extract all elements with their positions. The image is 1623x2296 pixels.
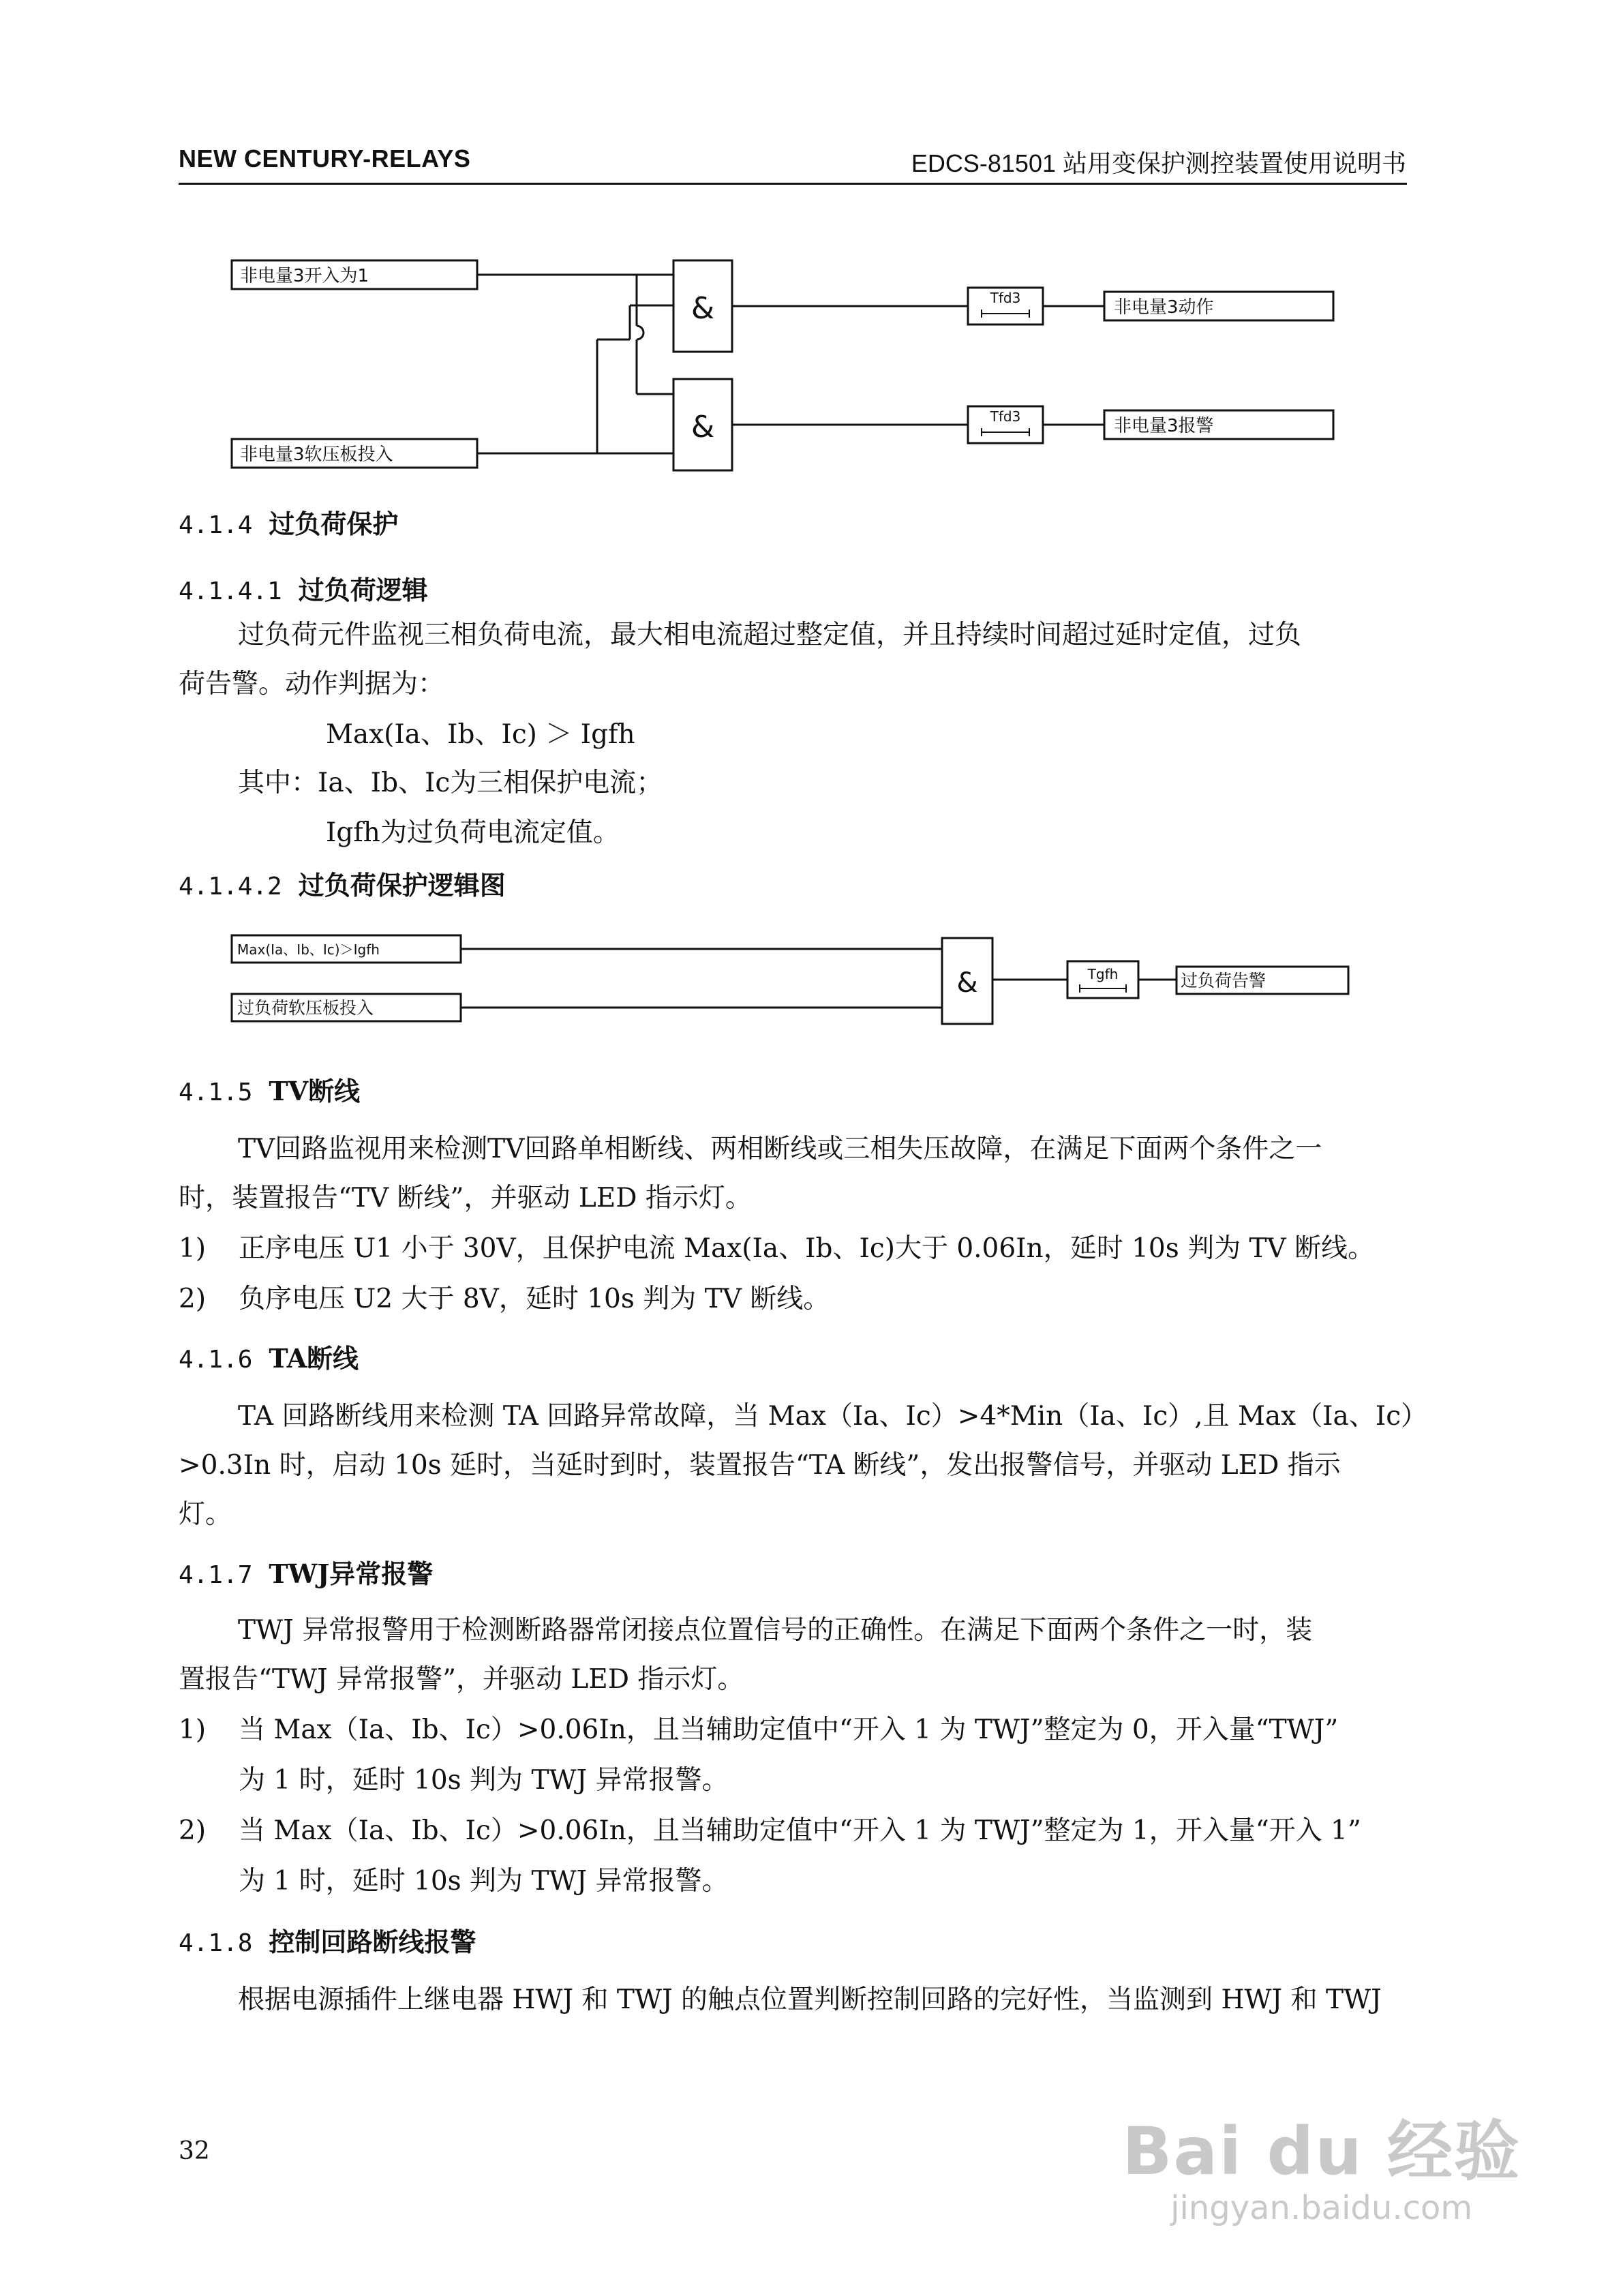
watermark-main: Bai du 经验 xyxy=(1122,2113,1521,2190)
list-item xyxy=(179,1706,1338,1755)
paragraph-line: 时，装置报告“TV 断线”，并驱动 LED 指示灯。 xyxy=(179,1183,752,1213)
heading-title: TV断线 xyxy=(269,1076,361,1106)
d2-input2-label: 过负荷软压板投入 xyxy=(237,998,374,1018)
heading-number: 4.1.4.1 xyxy=(179,577,282,605)
paragraph-ta xyxy=(179,1392,1428,1539)
d1-output2-label: 非电量3报警 xyxy=(1114,416,1214,436)
where-line-1: 其中：Ia、Ib、Ic为三相保护电流； xyxy=(238,768,663,798)
d1-input2-label: 非电量3软压板投入 xyxy=(240,444,393,465)
d1-gate2-symbol: & xyxy=(691,410,715,444)
heading-title: 过负荷保护逻辑图 xyxy=(298,870,506,901)
list-number: 2) xyxy=(179,1815,207,1846)
d1-output1-label: 非电量3动作 xyxy=(1114,297,1214,318)
header-right: EDCS-81501 站用变保护测控装置使用说明书 xyxy=(911,149,1406,177)
list-text: 负序电压 U2 大于 8V，延时 10s 判为 TV 断线。 xyxy=(239,1284,830,1314)
page-number: 32 xyxy=(179,2137,210,2165)
list-number: 1) xyxy=(179,1715,207,1745)
baidu-watermark xyxy=(1122,2100,1521,2227)
heading-4-1-4-2 xyxy=(179,864,506,902)
paragraph-line: TV回路监视用来检测TV回路单相断线、两相断线或三相失压故障，在满足下面两个条件之一 xyxy=(238,1134,1322,1164)
heading-4-1-7 xyxy=(179,1553,433,1590)
heading-title: TA断线 xyxy=(269,1343,359,1374)
list-item-continuation: 为 1 时，延时 10s 判为 TWJ 异常报警。 xyxy=(239,1866,729,1897)
list-item-continuation: 为 1 时，延时 10s 判为 TWJ 异常报警。 xyxy=(239,1765,729,1796)
d1-input1-label: 非电量3开入为1 xyxy=(240,266,369,286)
list-item xyxy=(179,1224,1374,1273)
paragraph-line: TWJ 异常报警用于检测断路器常闭接点位置信号的正确性。在满足下面两个条件之一时，装 xyxy=(238,1615,1313,1646)
paragraph-line: >0.3In 时，启动 10s 延时，当延时到时，装置报告“TA 断线”，发出报警信号，并驱动 LED 指示 xyxy=(179,1450,1341,1481)
heading-number: 4.1.4 xyxy=(179,511,253,539)
heading-number: 4.1.4.2 xyxy=(179,873,282,901)
paragraph-line: 置报告“TWJ 异常报警”，并驱动 LED 指示灯。 xyxy=(179,1664,744,1695)
heading-number: 4.1.6 xyxy=(179,1346,253,1374)
d1-timer2-label: Tfd3 xyxy=(990,408,1021,425)
heading-title: 过负荷逻辑 xyxy=(298,575,428,605)
d2-input1-label: Max(Ia、Ib、Ic)＞Igfh xyxy=(237,941,380,958)
d1-gate1-symbol: & xyxy=(691,291,715,326)
paragraph-line: TA 回路断线用来检测 TA 回路异常故障，当 Max（Ia、Ic）>4*Min（Ia、Ic）,且 Max（Ia、Ic） xyxy=(238,1401,1428,1432)
heading-4-1-8 xyxy=(179,1921,476,1959)
watermark-url: jingyan.baidu.com xyxy=(1170,2189,1473,2227)
heading-number: 4.1.7 xyxy=(179,1561,253,1589)
heading-number: 4.1.8 xyxy=(179,1929,253,1957)
list-text: 当 Max（Ia、Ib、Ic）>0.06In，且当辅助定值中“开入 1 为 TWJ”整定为 1，开入量“开入 1” xyxy=(239,1815,1361,1846)
heading-4-1-4-1 xyxy=(179,569,428,607)
heading-4-1-4 xyxy=(179,503,398,541)
paragraph-overload xyxy=(179,611,1407,709)
list-number: 2) xyxy=(179,1284,207,1314)
d2-gate-symbol: & xyxy=(956,967,978,999)
paragraph-twj xyxy=(179,1606,1407,1704)
heading-4-1-5 xyxy=(179,1070,360,1108)
d2-timer-label: Tgfh xyxy=(1087,966,1119,982)
heading-4-1-6 xyxy=(179,1338,359,1375)
d1-timer1-label: Tfd3 xyxy=(990,290,1021,306)
list-item xyxy=(179,1275,830,1324)
list-text: 正序电压 U1 小于 30V，且保护电流 Max(Ia、Ib、Ic)大于 0.06In，延时 10s 判为 TV 断线。 xyxy=(239,1233,1375,1264)
paragraph-line: 根据电源插件上继电器 HWJ 和 TWJ 的触点位置判断控制回路的完好性，当监测到 HWJ 和 TWJ xyxy=(238,1984,1382,2015)
header-left: NEW CENTURY-RELAYS xyxy=(179,145,471,172)
heading-title: 过负荷保护 xyxy=(269,509,399,539)
list-item xyxy=(179,1807,1361,1856)
list-text: 当 Max（Ia、Ib、Ic）>0.06In，且当辅助定值中“开入 1 为 TWJ”整定为 0，开入量“TWJ” xyxy=(239,1715,1339,1745)
heading-title: 控制回路断线报警 xyxy=(269,1927,476,1957)
heading-title: TWJ异常报警 xyxy=(269,1558,434,1589)
list-number: 1) xyxy=(179,1233,207,1264)
paragraph-line: 荷告警。动作判据为： xyxy=(179,669,445,699)
d2-output-label: 过负荷告警 xyxy=(1181,971,1266,991)
paragraph-line: 过负荷元件监视三相负荷电流，最大相电流超过整定值，并且持续时间超过延时定值，过负 xyxy=(238,620,1302,650)
paragraph-control xyxy=(179,1976,1407,2025)
formula: Max(Ia、Ib、Ic) ＞ Igfh xyxy=(326,719,635,750)
paragraph-line: 灯。 xyxy=(179,1499,232,1530)
heading-number: 4.1.5 xyxy=(179,1078,253,1106)
where-line-2: Igfh为过负荷电流定值。 xyxy=(326,817,620,848)
paragraph-tv xyxy=(179,1125,1407,1223)
